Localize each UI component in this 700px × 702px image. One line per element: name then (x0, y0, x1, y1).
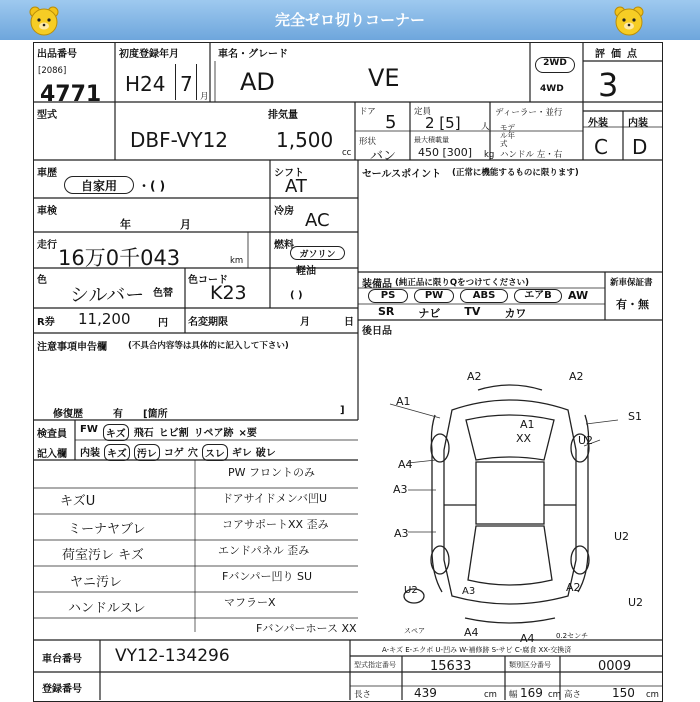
inspector-label: 検査員 (37, 429, 67, 440)
type-designation-value: 15633 (430, 659, 472, 674)
first-reg-label: 初度登録年月 (119, 49, 179, 60)
equipment-row-2 (378, 305, 526, 321)
inspector-item: FW (80, 424, 98, 435)
mileage-value: 16万0千043 (58, 246, 181, 270)
equip-sr: SR (378, 305, 395, 318)
history-extra: ・( ) (138, 179, 166, 193)
inspection-month: 月 (180, 218, 191, 231)
recycle-label: R券 (37, 317, 55, 328)
entry-item: キズ (104, 444, 130, 461)
mileage-label: 走行 (37, 240, 57, 251)
banner-title: 完全ゼロ切りコーナー (274, 11, 425, 29)
repair-bracket-close: ] (340, 405, 345, 416)
exterior-grade: C (594, 135, 608, 159)
equip-tv: TV (464, 305, 481, 318)
repair-label: 修復歴 (53, 409, 83, 420)
model-label: 型式 (37, 110, 57, 121)
diagram-mark: A4 (464, 626, 479, 639)
drive-2wd: 2WD (535, 57, 575, 73)
entry-item: スレ (202, 444, 228, 461)
entry-item: コゲ (163, 448, 184, 459)
remark-right: PW フロントのみ (228, 466, 316, 479)
inspector-item: ×要 (238, 428, 257, 439)
entry-item: ギレ (231, 448, 252, 459)
remark-left: ミーナヤブレ (68, 522, 146, 537)
width-unit: cm (548, 690, 561, 700)
inspection-year: 年 (120, 218, 131, 231)
damage-legend: A-キズ E-エクボ U-凹み W-補修跡 S-サビ C-腐食 XX-交換済 (382, 646, 572, 654)
rear-items-label: 後日品 (362, 326, 392, 337)
entry-item: 内装 (80, 448, 100, 459)
diagram-mark: 0.2センチ (556, 632, 589, 640)
model-value: DBF-VY12 (130, 128, 229, 152)
notes-label: 注意事項申告欄 (37, 342, 107, 353)
length-label: 長さ (354, 690, 372, 700)
diagram-mark: S1 (628, 410, 642, 423)
entry-label: 記入欄 (37, 449, 67, 460)
load-unit: kg (484, 150, 495, 160)
diagram-mark: A4 (520, 632, 535, 645)
shift-value: AT (285, 176, 307, 197)
repair-value: 有 (113, 409, 123, 420)
name-change-day: 日 (344, 317, 354, 328)
chassis-number: VY12-134296 (115, 646, 230, 666)
dealer-label: ディーラー・並行 (495, 108, 563, 118)
remark-left: ヤニ汚レ (70, 575, 123, 590)
lot-label: 出品番号 (37, 49, 77, 60)
diagram-mark: U2 (578, 434, 594, 447)
displacement-label: 排気量 (268, 110, 298, 121)
score-value: 3 (598, 66, 619, 104)
inspection-label: 車検 (37, 206, 57, 217)
remark-right: ドアサイドメンバ凹U (222, 492, 328, 505)
equip-airbag: エアB (514, 289, 562, 303)
inspector-item: ヒビ割 (158, 428, 189, 439)
diagram-mark: A3 (393, 483, 408, 496)
first-reg-year: H24 (125, 72, 166, 96)
remark-left: キズU (60, 494, 96, 509)
diagram-mark: U2 (628, 596, 644, 609)
recycle-value: 11,200 (78, 310, 131, 328)
history-value: 自家用 (64, 176, 134, 194)
class-number-value: 0009 (598, 659, 632, 674)
doors-label: ドア (359, 107, 376, 117)
width-value: 169 (520, 686, 543, 700)
class-number-label: 類別区分番号 (509, 661, 551, 669)
equipment-row-1 (368, 289, 588, 303)
color-code-value: K23 (210, 282, 247, 304)
entry-item: 汚レ (134, 444, 160, 461)
remark-right: コアサポートXX 歪み (222, 518, 329, 531)
type-designation-label: 型式指定番号 (354, 661, 396, 669)
car-name: AD (240, 68, 275, 96)
diagram-mark: A2 (566, 581, 581, 594)
remark-right: マフラーX (224, 596, 276, 609)
height-label: 高さ (564, 690, 582, 700)
height-value: 150 (612, 686, 635, 700)
length-unit: cm (484, 690, 497, 700)
doors-value: 5 (385, 112, 397, 133)
diagram-mark: スペア (404, 627, 425, 635)
body-value: バン (370, 149, 397, 164)
displacement-unit: cc (342, 148, 352, 158)
month-unit: 月 (200, 92, 209, 102)
equipment-label: 装備品 (362, 279, 392, 290)
ac-label: 冷房 (274, 206, 294, 217)
remark-left: ハンドルスレ (68, 601, 146, 616)
fuel-gasoline: ガソリン (290, 246, 345, 260)
inspector-item: 飛石 (133, 428, 154, 439)
fuel-label: 燃料 (274, 240, 294, 251)
name-change-month: 月 (300, 317, 310, 328)
color-change-label: 色替 (153, 288, 173, 299)
exterior-label: 外装 (588, 118, 608, 129)
equipment-hint: (純正品に限りQをつけてください) (395, 278, 529, 288)
history-label: 車歴 (37, 168, 57, 179)
remark-left: 荷室汚レ キズ (62, 548, 144, 563)
interior-grade: D (632, 135, 648, 159)
diagram-mark: U2 (404, 585, 418, 596)
equip-pw: PW (414, 289, 454, 303)
length-value: 439 (414, 686, 437, 700)
diagram-mark: U2 (614, 530, 630, 543)
seats-label: 定員 (414, 107, 432, 117)
notes-hint: (不具合内容等は具体的に記入して下さい) (128, 341, 289, 351)
height-unit: cm (646, 690, 659, 700)
equip-leather: カワ (504, 307, 527, 320)
handle-label: ハンドル 左・右 (500, 150, 563, 160)
equip-ps: PS (368, 289, 408, 303)
fuel-diesel: 軽油 (296, 266, 316, 277)
displacement-value: 1,500 (276, 128, 334, 152)
score-label: 評価点 (595, 49, 643, 60)
repair-suffix: [箇所 (143, 409, 168, 420)
diagram-mark: A1 (520, 418, 535, 431)
fuel-other-paren: ( ) (290, 290, 303, 301)
color-value: シルバー (70, 284, 145, 306)
equip-aw: AW (568, 289, 589, 302)
diagram-mark: A1 (396, 395, 411, 408)
equip-navi: ナビ (418, 307, 441, 320)
new-car-warranty-value: 有・無 (616, 298, 649, 311)
remark-right: Fバンパー凹り SU (222, 570, 313, 583)
inspector-items (80, 424, 356, 441)
body-label: 形状 (359, 137, 377, 147)
seats-unit: 人 (481, 122, 490, 132)
car-grade: VE (368, 64, 400, 92)
load-value: 450 [300] (418, 146, 473, 159)
new-car-warranty-label: 新車保証書 (610, 278, 653, 288)
shift-label: シフト (274, 168, 304, 179)
diagram-mark: XX (516, 432, 532, 445)
remark-right: Fバンパーホース XX (256, 622, 357, 635)
interior-label: 内装 (628, 118, 648, 129)
recycle-unit: 円 (158, 318, 168, 329)
lot-sub: [2086] (38, 66, 67, 76)
entry-items (80, 444, 356, 461)
first-reg-month: 7 (180, 72, 193, 96)
width-label: 幅 (509, 690, 518, 700)
inspector-item: リペア跡 (193, 428, 234, 439)
chassis-label: 車台番号 (42, 654, 82, 665)
diagram-mark: A3 (394, 527, 409, 540)
drive-4wd: 4WD (540, 84, 564, 94)
entry-item: 破レ (255, 448, 276, 459)
diagram-mark: A4 (398, 458, 413, 471)
diagram-mark: A2 (467, 370, 482, 383)
name-grade-label: 車名・グレード (218, 49, 288, 60)
ac-value: AC (305, 210, 330, 231)
lot-number: 4771 (40, 82, 102, 107)
diagram-mark: A3 (462, 586, 476, 597)
name-change-label: 名変期限 (188, 317, 228, 328)
equip-abs: ABS (460, 289, 508, 303)
mileage-unit: km (230, 256, 244, 266)
entry-item: 穴 (187, 448, 198, 459)
seats-value: 2 [5] (425, 114, 461, 132)
diagram-mark: A2 (569, 370, 584, 383)
remark-right: エンドパネル 歪み (218, 544, 310, 557)
sales-point-hint: (正常に機能するものに限ります) (452, 168, 579, 178)
color-code-label: 色コード (188, 275, 228, 286)
inspector-item: キズ (103, 424, 129, 441)
color-label: 色 (37, 275, 47, 286)
model-year-label: モデル年式 (500, 123, 515, 148)
registration-label: 登録番号 (42, 684, 82, 695)
load-label: 最大積載量 (414, 136, 449, 144)
sales-point-label: セールスポイント (362, 169, 442, 180)
